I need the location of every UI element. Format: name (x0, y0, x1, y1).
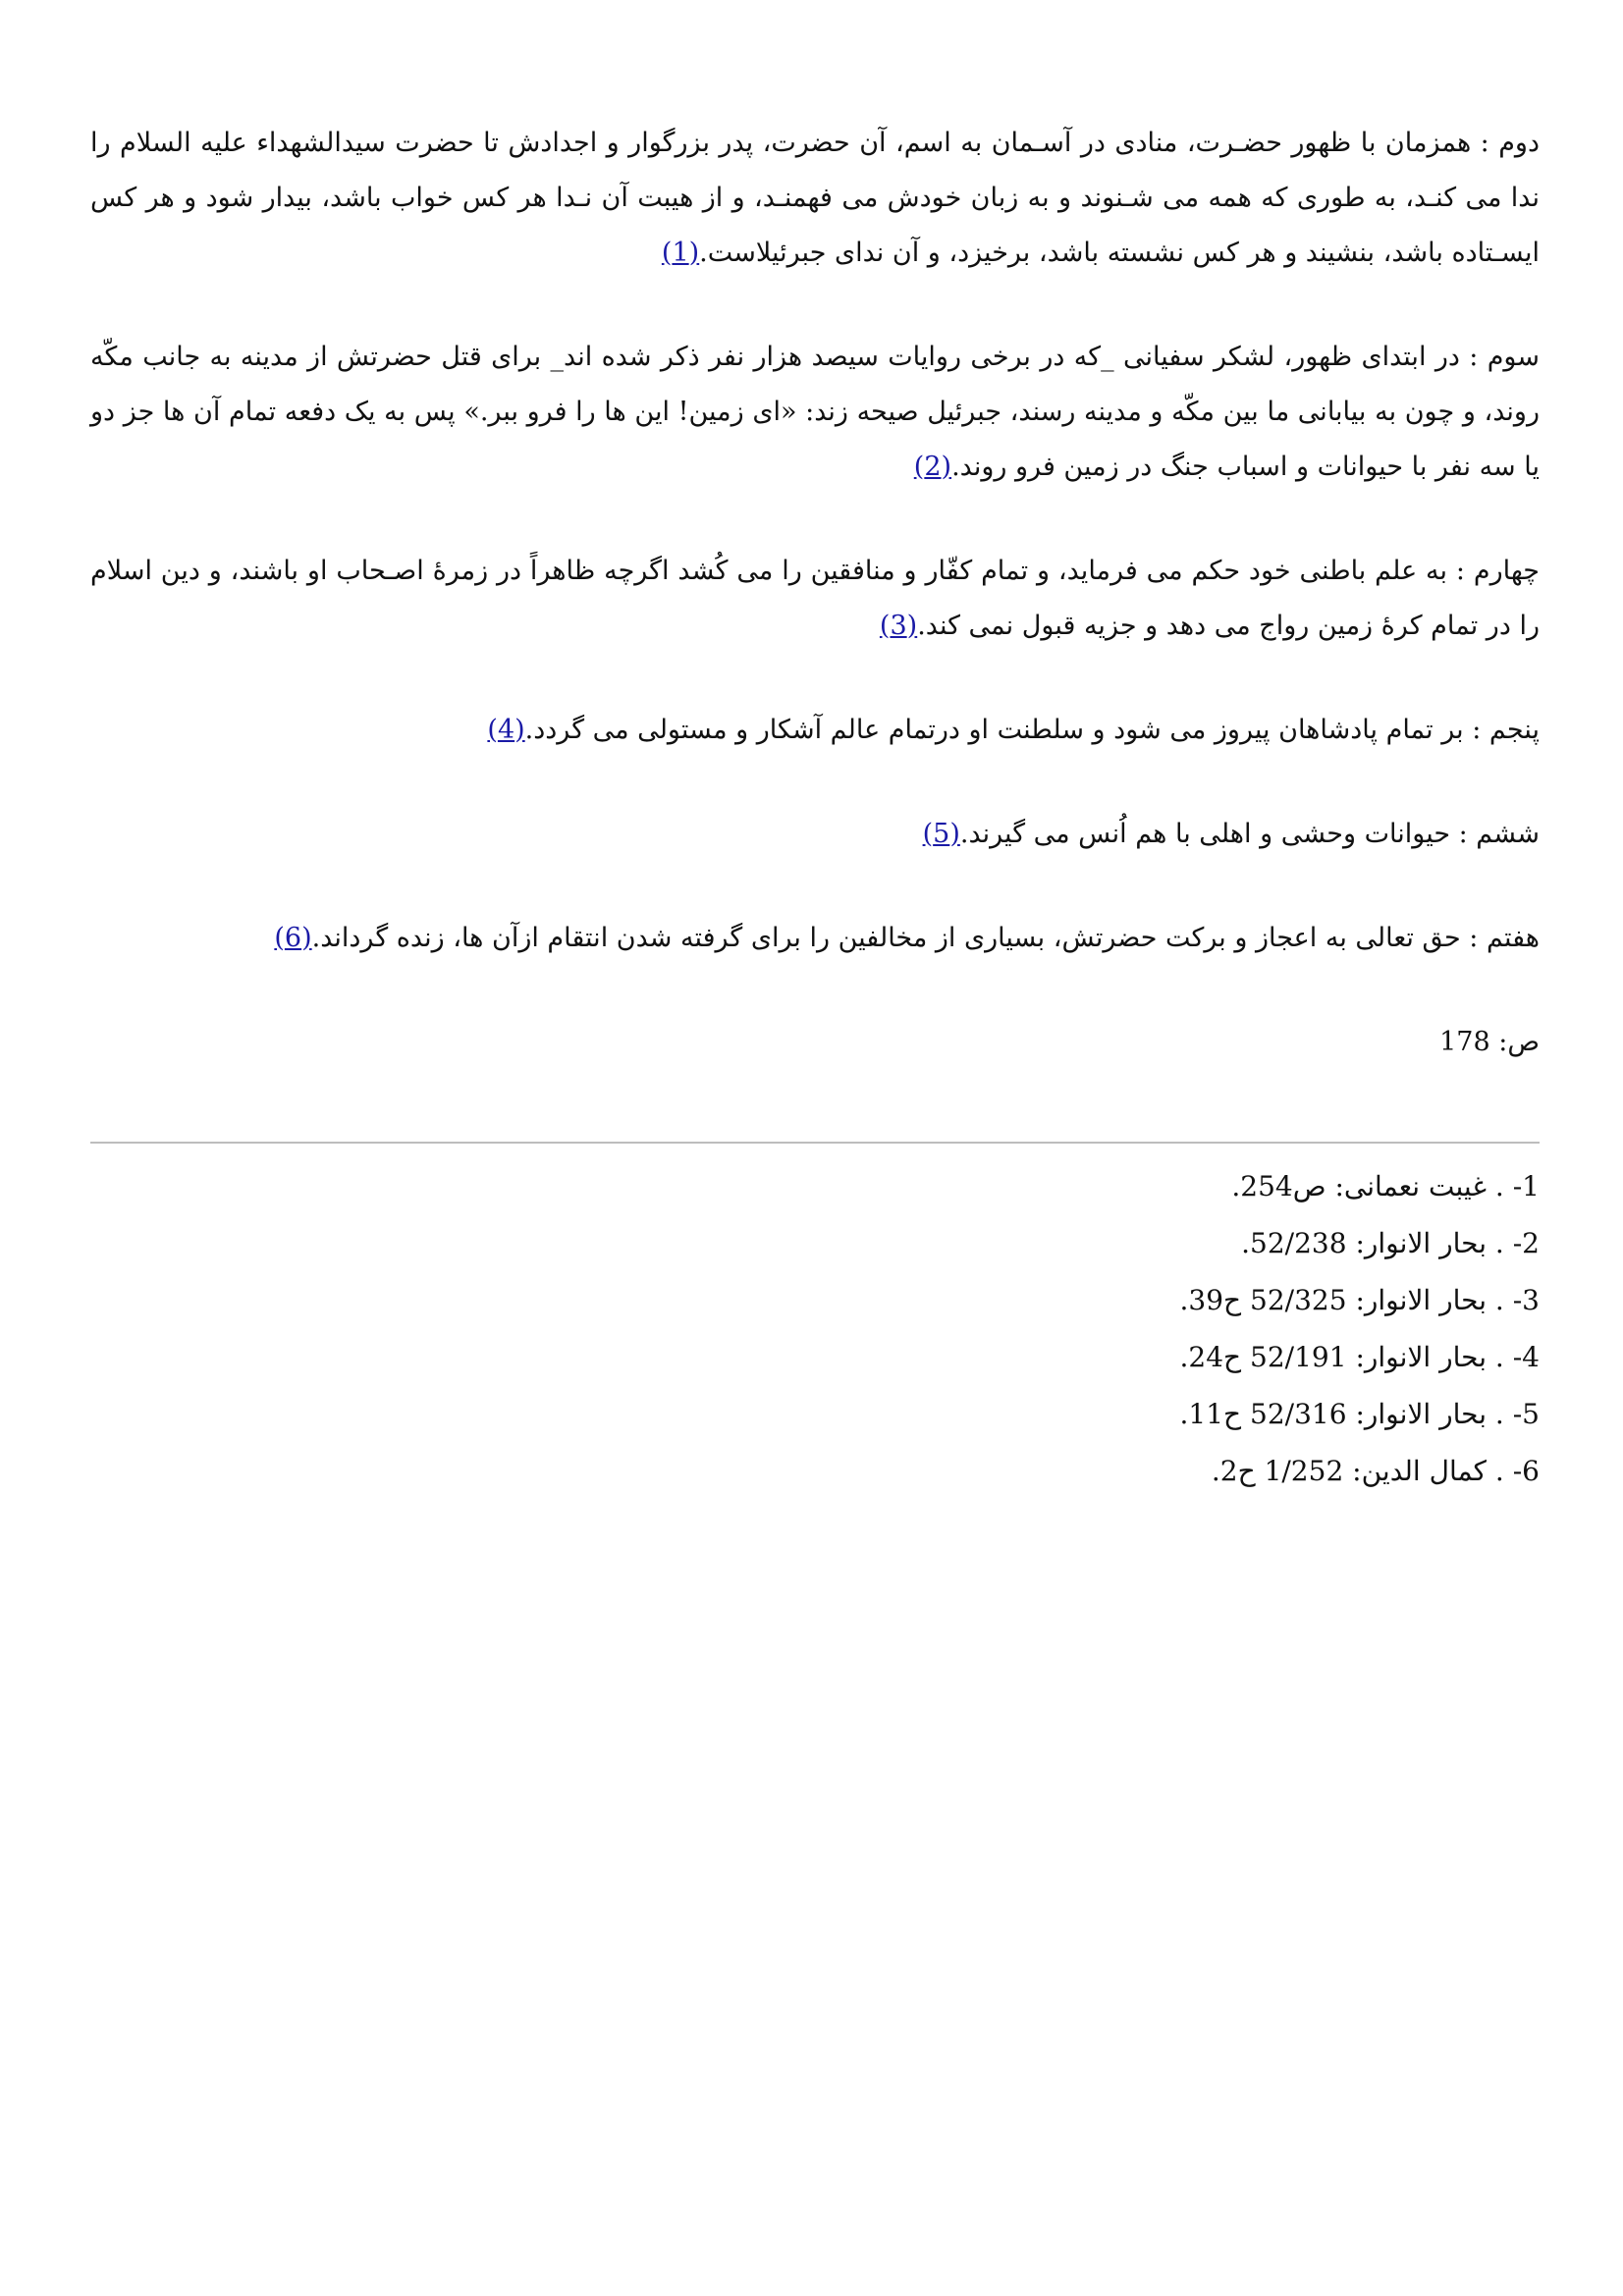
paragraph-text: سوم : در ابتدای ظهور، لشکر سفیانی _که در برخی روایات سیصد هزار نفر ذکر شده اند_ برای قتل حضرتش از مدینه به جانب مکّه روند، و چون به بیابانی ما بین مکّه و مدینه رسند، جبرئیل صیحه زند: «ای زمین! این ها را فرو ببر.» پس به یک دفعه تمام آن ها جز دو یا سه نفر با حیوانات و اسباب جنگ در زمین فرو روند. (90, 342, 1540, 482)
footnote-item: 4- . بحار الانوار: 52/191 ح24. (1179, 1341, 1540, 1373)
page-number: ص: 178 (1439, 1027, 1540, 1057)
paragraph-sixth (90, 807, 1540, 862)
paragraph-text: پنجم : بر تمام پادشاهان پیروز می شود و سلطنت او درتمام عالم آشکار و مستولی می گردد. (524, 715, 1540, 745)
paragraph-seventh (90, 911, 1540, 966)
footnote-item: 2- . بحار الانوار: 52/238. (1241, 1227, 1540, 1259)
paragraph-text: چهارم : به علم باطنی خود حکم می فرماید، و تمام کفّار و منافقین را می کُشد اگرچه ظاهراً در زمرهٔ اصـحاب او باشند، و دین اسلام را در تمام کرهٔ زمین رواج می دهد و جزیه قبول نمی کند. (90, 556, 1540, 641)
page-body (90, 116, 1540, 1070)
paragraph-fifth (90, 703, 1540, 758)
paragraph-second (90, 116, 1540, 281)
footnote-link-4[interactable]: (4) (487, 715, 525, 745)
footnote-item: 1- . غیبت نعمانی: ص254. (1231, 1170, 1540, 1202)
paragraph-third (90, 330, 1540, 495)
footnote-link-3[interactable]: (3) (879, 611, 918, 641)
footnote-item: 5- . بحار الانوار: 52/316 ح11. (1179, 1398, 1540, 1430)
paragraph-text: ششم : حیوانات وحشی و اهلی با هم اُنس می گیرند. (959, 819, 1540, 849)
footnote-item: 6- . کمال الدین: 1/252 ح2. (1211, 1455, 1540, 1487)
footnotes-list (90, 1158, 1540, 1500)
footnote-link-1[interactable]: (1) (661, 238, 700, 268)
footnote-link-5[interactable]: (5) (922, 819, 960, 849)
paragraph-text: هفتم : حق تعالی به اعجاز و برکت حضرتش، بسیاری از مخالفین را برای گرفته شدن انتقام ازآن ها، زنده گرداند. (311, 923, 1540, 953)
footnote-link-2[interactable]: (2) (913, 452, 952, 482)
footnote-divider (90, 1142, 1540, 1144)
paragraph-fourth (90, 544, 1540, 654)
footnote-item: 3- . بحار الانوار: 52/325 ح39. (1179, 1284, 1540, 1316)
paragraph-text: دوم : همزمان با ظهور حضـرت، منادی در آسـمان به اسم، آن حضرت، پدر بزرگوار و اجدادش تا حضرت سیدالشهداء علیه السلام را ندا می کنـد، به طوری که همه می شـنوند و به زبان خودش می فهمنـد، و از هیبت آن نـدا هر کس خواب باشد، بیدار شود و هر کس ایسـتاده باشد، بنشیند و هر کس نشسته باشد، برخیزد، و آن ندای جبرئیلاست. (90, 128, 1540, 268)
footnote-link-6[interactable]: (6) (274, 923, 312, 953)
